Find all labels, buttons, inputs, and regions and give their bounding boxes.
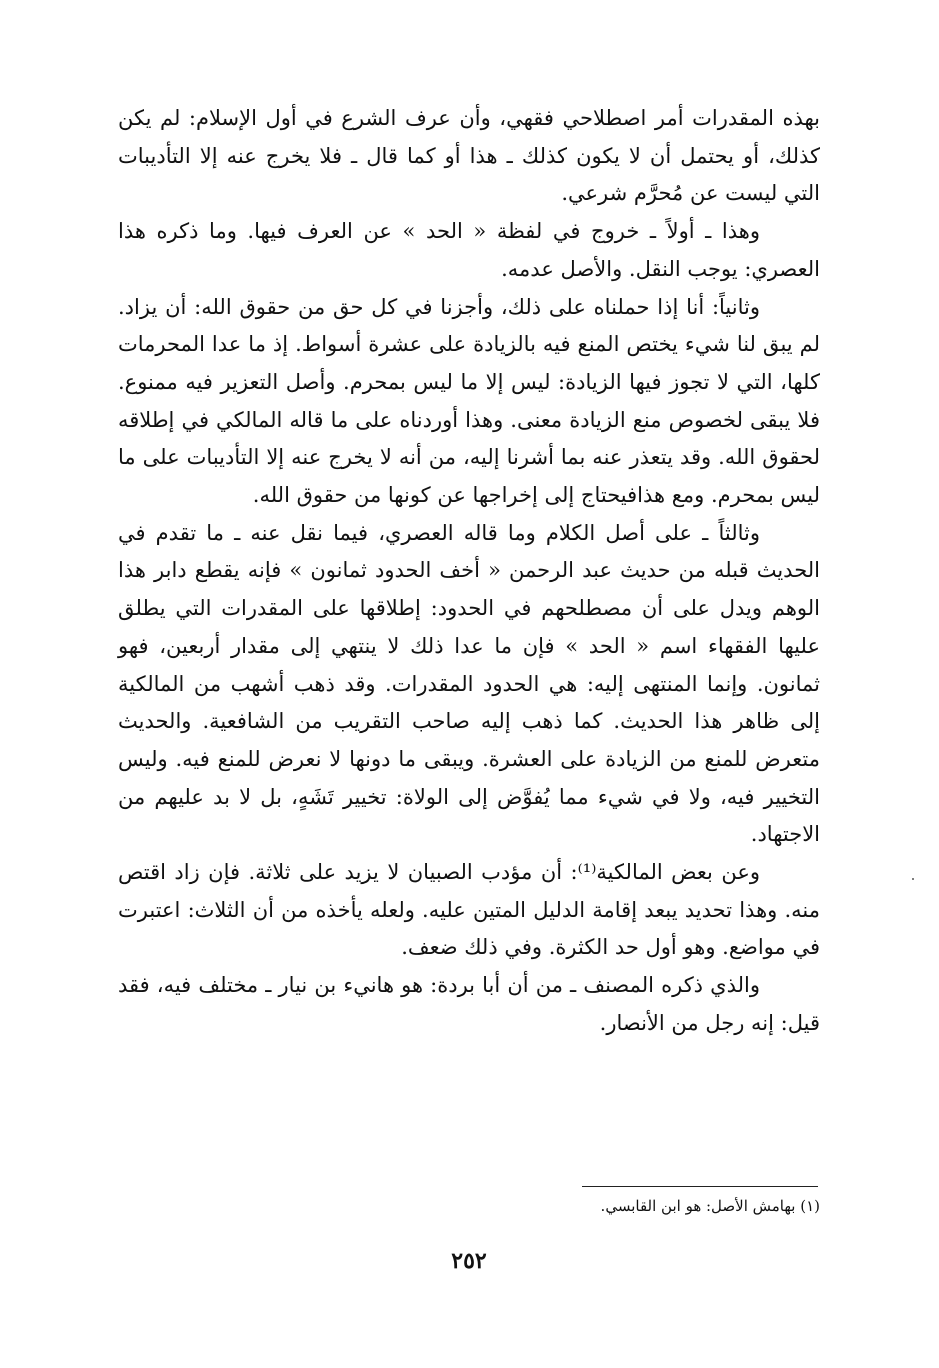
paragraph-5: وعن بعض المالكية⁽¹⁾: أن مؤدب الصبيان لا يزيد على ثلاثة. فإن زاد اقتص منه. وهذا تحديد يبعد إقامة الدليل المتين عليه. ولعله يأخذه من أن الثلاث: اعتبرت في مواضع. وهو أول حد الكثرة. وفي ذلك ضعف.: [118, 860, 820, 960]
paragraph-6: والذي ذكره المصنف ـ من أن أبا بردة: هو هانيء بن نيار ـ مختلف فيه، فقد قيل: إنه رجل من الأنصار.: [118, 973, 820, 1035]
footnote: (١) بهامش الأصل: هو ابن القابسي.: [600, 1197, 820, 1215]
paragraph-4: وثالثاً ـ على أصل الكلام وما قاله العصري، فيما نقل عنه ـ ما تقدم في الحديث قبله من حديث عبد الرحمن « أخف الحدود ثمانون » فإنه يقطع دابر هذا الوهم ويدل على أن مصطلحهم في الحدود: إطلاقها على المقدرات التي يطلق عليها الفقهاء اسم « الحد » فإن ما عدا ذلك لا ينتهي إلى مقدار أربعين، فهو ثمانون. وإنما المنتهى إليه: هي الحدود المقدرات. وقد ذهب أشهب من المالكية إلى ظاهر هذا الحديث. كما ذهب إليه صاحب التقريب من الشافعية. والحديث متعرض للمنع من الزيادة على العشرة. ويبقى ما دونها لا نعرض للمنع فيه. وليس التخيير فيه، ولا في شيء مما يُفوَّض إلى الولاة: تخيير تَشَهٍ، بل لا بد عليهم من الاجتهاد.: [118, 520, 820, 847]
margin-mark: [912, 878, 914, 880]
paragraph-2: وهذا ـ أولاً ـ خروج في لفظة « الحد » عن العرف فيها. وما ذكره هذا العصري: يوجب النقل. والأصل عدمه.: [118, 219, 820, 281]
paragraph-1: بهذه المقدرات أمر اصطلاحي فقهي، وأن عرف الشرع في أول الإسلام: لم يكن كذلك، أو يحتمل أن لا يكون كذلك ـ هذا أو كما قال ـ فلا يخرج عنه إلا التأديبات التي ليست عن مُحرَّم شرعي.: [118, 106, 820, 206]
footnote-separator: [582, 1186, 818, 1187]
body-text: [118, 100, 820, 1043]
paragraph-3: وثانياً: أنا إذا حملناه على ذلك، وأجزنا في كل حق من حقوق الله: أن يزاد. لم يبق لنا شيء يختص المنع فيه بالزيادة على عشرة أسواط. إذ ما عدا المحرمات كلها، التي لا تجوز فيها الزيادة: ليس إلا ما ليس بمحرم. وأصل التعزير فيه ممنوع. فلا يبقى لخصوص منع الزيادة معنى. وهذا أوردناه على ما قاله المالكي في إطلاقه لحقوق الله. وقد يتعذر عنه بما أشرنا إليه، من أنه لا يخرج عنه إلا التأديبات على ما ليس بمحرم. ومع هذافيحتاج إلى إخراجها عن كونها من حقوق الله.: [118, 294, 820, 508]
page-number: ٢٥٢: [451, 1248, 487, 1274]
